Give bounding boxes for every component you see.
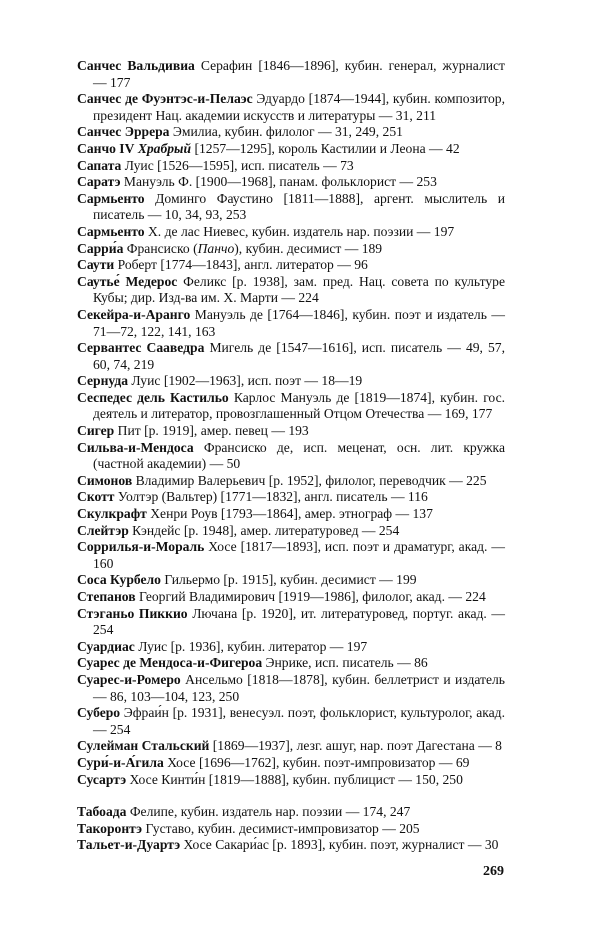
index-entry [77, 174, 505, 191]
entry-name: Табоада [77, 804, 127, 820]
entry-text: Франсиско ( [123, 240, 198, 256]
entry-text: Кэндейс [р. 1948], амер. литературовед — 254 [128, 522, 400, 538]
index-entry [77, 804, 505, 821]
entry-text: [1257—1295], король Кастилии и Леона — 42 [191, 140, 460, 156]
entry-text: Хосе [1696—1762], кубин. поэт-импровизатор — 69 [163, 754, 470, 770]
index-entry [77, 572, 505, 589]
index-entry [77, 373, 505, 390]
entry-text: Владимир Валерьевич [р. 1952], филолог, переводчик — 225 [132, 472, 487, 488]
entry-text: Лючана [р. 1920], ит. литературовед, португ. акад. — 254 [93, 605, 505, 638]
entry-text: [1869—1937], лезг. ашуг, нар. поэт Дагестана — 8 [209, 738, 502, 754]
index-entry [77, 655, 505, 672]
index-entry [77, 191, 505, 224]
index-entry [77, 606, 505, 639]
entry-name: Степанов [77, 589, 136, 604]
entry-text: Хосе Сакари́ас [р. 1893], кубин. поэт, журналист — 30 [180, 837, 499, 853]
entry-name: Суарес-и-Ромеро [77, 671, 181, 687]
group-divider [77, 788, 505, 804]
page-number: 269 [483, 864, 504, 879]
entry-name: Саути [77, 257, 115, 273]
index-entry [77, 523, 505, 540]
entry-name: Соса Курбело [77, 572, 161, 588]
entry-name: Стэганьо Пиккио [77, 605, 188, 621]
index-entry [77, 158, 505, 175]
entry-name: Сармьенто [77, 190, 145, 206]
entry-text: Георгий Владимирович [1919—1986], филолог, акад. — 224 [135, 589, 486, 604]
entry-name: Сигер [77, 423, 115, 439]
entry-text: Х. де лас Ниевес, кубин. издатель нар. поэзии — 197 [144, 223, 455, 239]
index-entry [77, 257, 505, 274]
entry-text: Мигель де [1547—1616], исп. писатель — 49, 57, 60, 74, 219 [93, 340, 506, 372]
entry-name: Сармьенто [77, 223, 145, 239]
index-entry [77, 340, 505, 373]
entry-text: Франсиско де, исп. меценат, осн. лит. кружка (частной академии) — 50 [93, 439, 505, 472]
index-entry [77, 506, 505, 523]
entry-text: Серафин [1846—1896], кубин. генерал, журналист — 177 [93, 58, 505, 90]
entry-name: Саутье́ Медерос [77, 273, 178, 289]
index-entry [77, 423, 505, 440]
index-entry [77, 224, 505, 241]
entry-text: Луис [1902—1963], исп. поэт — 18—19 [128, 373, 363, 389]
index-entry [77, 589, 505, 606]
entry-text: Уолтэр (Вальтер) [1771—1832], англ. писатель — 116 [114, 489, 428, 505]
entry-name: Соррилья-и-Мораль [77, 539, 205, 555]
entry-name: Скулкрафт [77, 506, 147, 522]
entry-name: Такоронтэ [77, 820, 143, 836]
entry-text: Доминго Фаустино [1811—1888], аргент. мыслитель и писатель — 10, 34, 93, 253 [93, 190, 505, 223]
index-entry [77, 489, 505, 506]
entry-name: Саратэ [77, 174, 121, 190]
entry-text: Густаво, кубин. десимист-импровизатор — 205 [142, 820, 420, 836]
entry-text: Энрике, исп. писатель — 86 [262, 655, 428, 671]
entry-name: Суарес де Мендоса-и-Фигероа [77, 655, 263, 671]
entry-name: Тальет-и-Дуартэ [77, 837, 181, 853]
entry-text: Мануэль де [1764—1846], кубин. поэт и издатель — 71—72, 122, 141, 163 [93, 306, 505, 339]
index-entry [77, 274, 505, 307]
entry-text: Роберт [1774—1843], англ. литератор — 96 [114, 257, 368, 273]
entry-name: Секейра-и-Аранго [77, 306, 191, 322]
index-entry [77, 91, 505, 124]
entry-text: Хосе [1817—1893], исп. поэт и драматург, акад. — 160 [93, 539, 505, 571]
entry-name: Сервантес Сааведра [77, 340, 205, 356]
entry-text: Луис [р. 1936], кубин. литератор — 197 [134, 638, 368, 654]
index-entry [77, 58, 505, 91]
entry-text: Гильермо [р. 1915], кубин. десимист — 199 [160, 572, 417, 588]
entry-italic: Панчо [197, 240, 235, 256]
entry-name: Сулейман Стальский [77, 738, 210, 754]
entry-name: Скотт [77, 489, 115, 505]
entry-name: Санчо IV [77, 140, 135, 156]
entry-text: Карлос Мануэль де [1819—1874], кубин. гос. деятель и литератор, провозглашенный Отцом Отечества — 169, 177 [93, 389, 506, 422]
entry-name: Слейтэр [77, 522, 129, 538]
entry-name: Суберо [77, 705, 121, 721]
entry-text: Пит [р. 1919], амер. певец — 193 [114, 423, 309, 439]
index-entry [77, 672, 505, 705]
index-entries [77, 58, 505, 854]
index-group-t [77, 804, 505, 854]
entry-name: Сарри́а [77, 240, 124, 256]
index-entry [77, 755, 505, 772]
index-entry [77, 141, 505, 158]
index-entry [77, 639, 505, 656]
entry-name: Сури́-и-А́гила [77, 754, 164, 770]
entry-name: Сернуда [77, 373, 129, 389]
entry-epithet: Храбрый [134, 140, 192, 156]
entry-name: Санчес Вальдивиа [77, 58, 195, 73]
entry-name: Симонов [77, 472, 133, 488]
index-entry [77, 473, 505, 490]
index-entry [77, 307, 505, 340]
index-entry [77, 241, 505, 258]
entry-text: Ансельмо [1818—1878], кубин. беллетрист и издатель — 86, 103—104, 123, 250 [93, 671, 505, 704]
entry-text: Мануэль Ф. [1900—1968], панам. фольклорист — 253 [120, 174, 437, 190]
index-entry [77, 705, 505, 738]
index-group-s [77, 58, 505, 788]
index-entry [77, 837, 505, 854]
entry-name: Санчес Эррера [77, 124, 170, 140]
entry-text: Фелипе, кубин. издатель нар. поэзии — 174, 247 [126, 804, 411, 820]
entry-text: Эфраи́н [р. 1931], венесуэл. поэт, фольклорист, культуролог, акад. — 254 [93, 705, 505, 737]
entry-text: Феликс [р. 1938], зам. пред. Нац. совета по культуре Кубы; дир. Изд-ва им. Х. Марти — 224 [93, 273, 505, 306]
index-entry [77, 821, 505, 838]
entry-name: Сеспедес дель Кастильо [77, 389, 229, 405]
entry-name: Суардиас [77, 638, 135, 654]
entry-name: Сапата [77, 157, 122, 173]
entry-name: Сусартэ [77, 771, 127, 787]
index-entry [77, 440, 505, 473]
index-entry [77, 772, 505, 789]
entry-text: Луис [1526—1595], исп. писатель — 73 [121, 157, 354, 173]
entry-text: Хенри Роув [1793—1864], амер. этнограф — 137 [146, 506, 433, 522]
entry-name: Сильва-и-Мендоса [77, 439, 194, 455]
entry-text: Хосе Кинти́н [1819—1888], кубин. публицист — 150, 250 [126, 771, 463, 787]
entry-text-after: ), кубин. десимист — 189 [234, 240, 383, 256]
entry-name: Санчес де Фуэнтэс-и-Пелаэс [77, 91, 253, 107]
index-entry [77, 539, 505, 572]
index-entry [77, 738, 505, 755]
index-entry [77, 124, 505, 141]
entry-text: Эмилиа, кубин. филолог — 31, 249, 251 [169, 124, 403, 140]
entry-text: Эдуардо [1874—1944], кубин. композитор, президент Нац. академии искусств и литературы — 31, 211 [93, 91, 506, 123]
index-entry [77, 390, 505, 423]
